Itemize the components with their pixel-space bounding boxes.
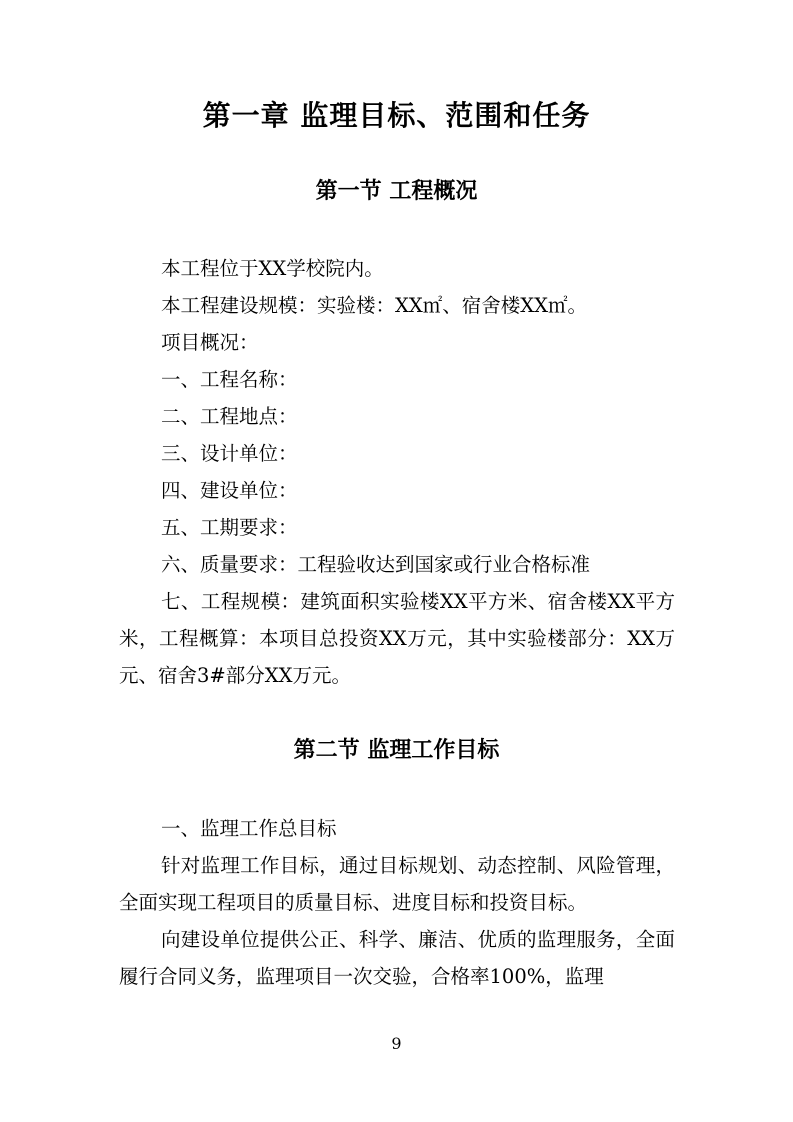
paragraph-project-overview: 项目概况： (161, 331, 259, 354)
section-title-overview: 第一节 工程概况 (315, 179, 478, 204)
list-item-project-name: 一、工程名称： (161, 368, 298, 391)
paragraph-location: 本工程位于XX学校院内。 (161, 257, 384, 280)
list-item-project-site: 二、工程地点： (161, 405, 298, 428)
list-item-owner-unit: 四、建设单位： (161, 479, 298, 502)
list-item-design-unit: 三、设计单位： (161, 442, 298, 465)
page-number: 9 (391, 1034, 402, 1053)
paragraph-overall-objective-heading: 一、监理工作总目标 (161, 817, 337, 840)
paragraph-objective-approach: 针对监理工作目标，通过目标规划、动态控制、风险管理，全面实现工程项目的质量目标、进度目标和投资目标。 (119, 854, 675, 914)
paragraph-service-commitment: 向建设单位提供公正、科学、廉洁、优质的监理服务，全面履行合同义务，监理项目一次交验，合格率100%，监理 (119, 928, 675, 988)
section-overview-body (119, 250, 675, 694)
section-objectives-body (119, 810, 675, 995)
list-item-schedule: 五、工期要求： (161, 516, 298, 539)
list-item-quality: 六、质量要求：工程验收达到国家或行业合格标准 (161, 553, 591, 576)
list-item-project-scale: 七、工程规模：建筑面积实验楼XX平方米、宿舍楼XX平方米，工程概算：本项目总投资XX万元，其中实验楼部分：XX万元、宿舍3#部分XX万元。 (119, 590, 675, 687)
section-title-objectives: 第二节 监理工作目标 (293, 738, 500, 763)
paragraph-scale: 本工程建设规模：实验楼：XX㎡、宿舍楼XX㎡。 (161, 294, 588, 317)
chapter-title: 第一章 监理目标、范围和任务 (202, 99, 591, 132)
